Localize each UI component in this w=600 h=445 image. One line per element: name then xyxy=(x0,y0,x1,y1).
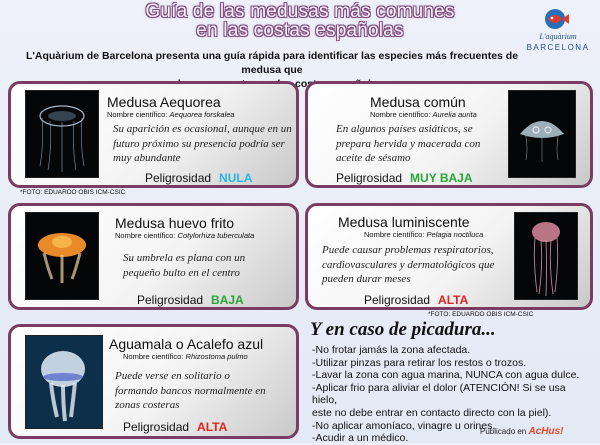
danger-label: Peligrosidad xyxy=(137,293,204,307)
fish-logo-icon xyxy=(542,6,572,32)
jellyfish-description: Su aparición es ocasional, aunque en un futuro próximo su presencia podría ser muy abundante xyxy=(113,123,292,164)
danger-value: MUY BAJA xyxy=(410,171,473,185)
list-item: este no debe entrar en contacto directo con la piel). xyxy=(312,406,552,419)
watermark-prefix: Publicado en xyxy=(480,427,527,436)
aequorea-icon xyxy=(32,94,92,174)
sci-label: Nombre científico: xyxy=(370,110,431,119)
pelagia-icon xyxy=(521,216,571,296)
danger-label: Peligrosidad xyxy=(364,293,431,307)
sci-label: Nombre científico: xyxy=(115,231,176,240)
danger-label: Peligrosidad xyxy=(145,171,212,185)
sci-label: Nombre científico: xyxy=(364,230,425,239)
danger-value: ALTA xyxy=(438,293,469,307)
sci-label: Nombre científico: xyxy=(123,352,184,361)
aurelia-icon xyxy=(514,104,570,164)
jellyfish-photo xyxy=(25,335,103,429)
scientific-name xyxy=(115,231,254,240)
page-title-line1: Guía de las medusas más comunes xyxy=(145,1,455,22)
sci-value: Rhizostoma pulmo xyxy=(185,352,248,361)
watermark xyxy=(480,426,564,437)
scientific-name xyxy=(370,110,477,119)
scientific-name xyxy=(107,110,235,119)
danger-level xyxy=(123,420,227,434)
jellyfish-photo xyxy=(25,212,99,300)
sci-value: Cotylorhiza tuberculata xyxy=(177,231,255,240)
photo-credit: *FOTO: EDUARDO OBIS ICM-CSIC xyxy=(428,311,534,318)
sci-value: Aequorea forskalea xyxy=(169,110,235,119)
danger-label: Peligrosidad xyxy=(336,171,403,185)
danger-value: BAJA xyxy=(211,293,244,307)
jellyfish-description: Puede causar problemas respiratorios, cardiovasculares y dermatológicos que pueden durar meses xyxy=(322,244,495,285)
logo-text-bottom: BARCELONA xyxy=(526,43,590,52)
danger-value: ALTA xyxy=(197,420,228,434)
jellyfish-name: Aguamala o Acalefo azul xyxy=(109,336,264,352)
danger-level xyxy=(336,171,473,185)
sci-label: Nombre científico: xyxy=(107,110,168,119)
jellyfish-name: Medusa Aequorea xyxy=(107,94,221,110)
sting-heading: Y en caso de picadura... xyxy=(310,319,496,340)
jellyfish-description: Su umbrela es plana con un pequeño bulto en el centro xyxy=(123,252,246,279)
jellyfish-photo xyxy=(25,90,99,178)
danger-value: NULA xyxy=(219,171,253,185)
aquarium-logo xyxy=(520,4,596,60)
jellyfish-card-aurelia xyxy=(305,81,593,188)
rhizostoma-icon xyxy=(29,339,99,425)
list-item: -Utilizar pinzas para retirar los restos o trozos. xyxy=(312,356,527,369)
jellyfish-card-pelagia xyxy=(305,203,593,310)
danger-level xyxy=(364,293,468,307)
jellyfish-photo xyxy=(508,90,576,178)
jellyfish-description: En algunos países asiáticos, se prepara hervida y macerada con aceite de sésamo xyxy=(336,123,481,164)
sci-value: Aurelia aurita xyxy=(432,110,477,119)
danger-level xyxy=(145,171,252,185)
list-item: -Lavar la zona con agua marina, NUNCA con agua dulce. xyxy=(312,369,580,382)
photo-credit: *FOTO: EDUARDO OBIS ICM-CSIC xyxy=(20,189,126,196)
intro-line1: L'Aquàrium de Barcelona presenta una guía rápida para identificar las especies más frecuentes de medusa que xyxy=(25,50,519,76)
scientific-name xyxy=(123,352,248,361)
scientific-name xyxy=(364,230,483,239)
watermark-brand: AcHus! xyxy=(528,426,564,437)
jellyfish-card-rhizostoma xyxy=(8,324,299,439)
list-item: -Acudir a un médico. xyxy=(312,432,409,445)
jellyfish-description: Puede verse en solitario o formando bancos normalmente en zonas costeras xyxy=(115,370,266,411)
list-item: -No frotar jamás la zona afectada. xyxy=(312,344,471,356)
danger-level xyxy=(137,293,244,307)
page-title-line2: en las costas españolas xyxy=(196,20,404,41)
jellyfish-name: Medusa luminiscente xyxy=(338,214,470,230)
jellyfish-card-cotylorhiza xyxy=(8,203,299,310)
logo-text-top: L'aquàrium xyxy=(539,32,577,41)
list-item: -No aplicar amoníaco, vinagre u orines. xyxy=(312,419,496,432)
sci-value: Pelagia noctiluca xyxy=(426,230,484,239)
list-item: -Aplicar frio para aliviar el dolor (ATENCIÓN! Si se usa hielo, xyxy=(312,381,566,407)
jellyfish-name: Medusa común xyxy=(370,94,466,110)
danger-label: Peligrosidad xyxy=(123,420,190,434)
jellyfish-photo xyxy=(514,212,578,300)
cotylorhiza-icon xyxy=(30,221,94,291)
jellyfish-card-aequorea xyxy=(8,81,299,188)
jellyfish-name: Medusa huevo frito xyxy=(115,215,235,231)
